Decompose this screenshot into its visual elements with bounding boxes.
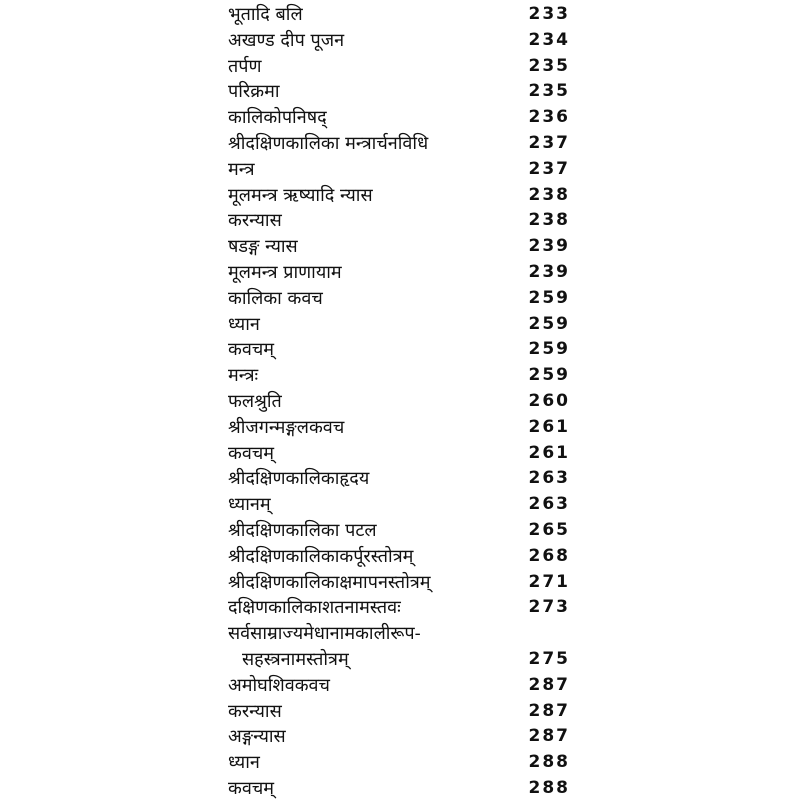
toc-entry-page-number: 263: [528, 468, 570, 489]
toc-entry-title: श्रीजगन्मङ्गलकवच: [228, 416, 345, 438]
toc-entry-title: कालिकोपनिषद्: [228, 107, 327, 129]
toc-entry-page-number: 235: [528, 81, 570, 102]
toc-entry-title: सहस्त्रनामस्तोत्रम्: [242, 648, 349, 670]
toc-entry-page-number: 237: [528, 132, 570, 153]
table-of-contents: [228, 2, 568, 802]
toc-entry-title: श्रीदक्षिणकालिका मन्त्रार्चनविधि: [228, 132, 429, 154]
toc-entry: [228, 595, 568, 621]
toc-entry: [228, 621, 568, 647]
toc-entry-title: षडङ्ग न्यास: [228, 236, 298, 258]
toc-entry-page-number: 288: [528, 752, 570, 773]
toc-entry-title: ध्यान: [228, 752, 260, 774]
toc-entry-page-number: 259: [528, 339, 570, 360]
toc-entry: [228, 54, 568, 80]
toc-entry-title: फलश्रुति: [228, 390, 282, 412]
toc-entry-page-number: 234: [528, 29, 570, 50]
toc-entry: [228, 441, 568, 467]
toc-entry: [228, 286, 568, 312]
toc-entry-page-number: 259: [528, 287, 570, 308]
toc-entry: [228, 183, 568, 209]
toc-entry-title: कालिका कवच: [228, 287, 323, 309]
toc-entry-page-number: 271: [528, 571, 570, 592]
toc-entry: [228, 415, 568, 441]
toc-entry-page-number: 287: [528, 674, 570, 695]
toc-entry-title: अमोघशिवकवच: [228, 674, 330, 696]
toc-entry: [228, 260, 568, 286]
toc-entry: [228, 466, 568, 492]
toc-entry-title: श्रीदक्षिणकालिका पटल: [228, 519, 377, 541]
toc-entry-title: मन्त्रः: [228, 365, 259, 387]
toc-entry: [228, 750, 568, 776]
toc-entry: [228, 776, 568, 802]
toc-entry-title: श्रीदक्षिणकालिकाहृदय: [228, 468, 370, 490]
toc-entry-page-number: 236: [528, 107, 570, 128]
toc-entry: [228, 724, 568, 750]
toc-entry: [228, 492, 568, 518]
toc-entry: [228, 337, 568, 363]
toc-entry-title: मन्त्र: [228, 158, 255, 180]
toc-entry-title: कवचम्: [228, 777, 275, 799]
toc-entry-page-number: 235: [528, 55, 570, 76]
toc-entry: [228, 389, 568, 415]
toc-entry: [228, 234, 568, 260]
toc-entry-page-number: 239: [528, 261, 570, 282]
toc-entry: [228, 157, 568, 183]
toc-entry-page-number: 287: [528, 700, 570, 721]
toc-entry-page-number: 259: [528, 313, 570, 334]
toc-entry: [228, 363, 568, 389]
toc-entry-title: करन्यास: [228, 210, 282, 232]
toc-entry-title: मूलमन्त्र प्राणायाम: [228, 261, 342, 283]
toc-entry-title: करन्यास: [228, 700, 282, 722]
toc-entry-title: मूलमन्त्र ऋष्यादि न्यास: [228, 184, 373, 206]
toc-entry-title: श्रीदक्षिणकालिकाक्षमापनस्तोत्रम्: [228, 571, 431, 593]
toc-entry-title: सर्वसाम्राज्यमेधानामकालीरूप-: [228, 623, 421, 645]
toc-entry: [228, 647, 568, 673]
toc-entry-page-number: 275: [528, 648, 570, 669]
toc-entry-page-number: 260: [528, 390, 570, 411]
toc-entry-page-number: 268: [528, 545, 570, 566]
toc-entry-page-number: 259: [528, 365, 570, 386]
toc-entry-title: परिक्रमा: [228, 81, 280, 103]
toc-entry: [228, 131, 568, 157]
toc-entry-page-number: 237: [528, 158, 570, 179]
toc-entry-page-number: 233: [528, 4, 570, 24]
toc-entry-page-number: 287: [528, 726, 570, 747]
toc-entry-page-number: 288: [528, 777, 570, 798]
toc-entry-page-number: 265: [528, 519, 570, 540]
toc-entry: [228, 312, 568, 338]
toc-entry-page-number: 238: [528, 184, 570, 205]
toc-entry-title: श्रीदक्षिणकालिकाकर्पूरस्तोत्रम्: [228, 545, 414, 567]
toc-entry: [228, 2, 568, 28]
toc-entry-title: कवचम्: [228, 339, 275, 361]
toc-entry-page-number: 261: [528, 416, 570, 437]
toc-entry: [228, 699, 568, 725]
toc-entry: [228, 79, 568, 105]
toc-entry: [228, 673, 568, 699]
toc-entry: [228, 208, 568, 234]
toc-entry: [228, 544, 568, 570]
toc-entry: [228, 28, 568, 54]
toc-entry: [228, 518, 568, 544]
toc-entry: [228, 570, 568, 596]
toc-entry-title: कवचम्: [228, 442, 275, 464]
toc-entry-title: अङ्गन्यास: [228, 726, 286, 748]
toc-entry-title: अखण्ड दीप पूजन: [228, 29, 345, 51]
toc-entry-title: ध्यानम्: [228, 494, 271, 516]
toc-entry-title: तर्पण: [228, 55, 262, 77]
toc-entry-page-number: 263: [528, 494, 570, 515]
toc-entry-page-number: 273: [528, 597, 570, 618]
toc-entry-title: दक्षिणकालिकाशतनामस्तवः: [228, 597, 401, 619]
toc-entry-page-number: 238: [528, 210, 570, 231]
toc-entry-title: भूतादि बलि: [228, 4, 303, 25]
toc-entry: [228, 105, 568, 131]
toc-entry-page-number: 261: [528, 442, 570, 463]
toc-entry-title: ध्यान: [228, 313, 260, 335]
toc-entry-page-number: 239: [528, 236, 570, 257]
